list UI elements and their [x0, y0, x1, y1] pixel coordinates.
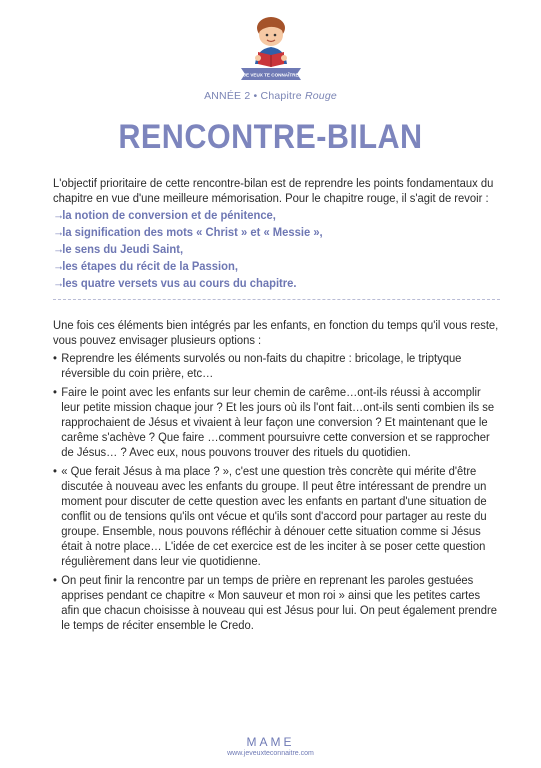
option-text: Faire le point avec les enfants sur leur chemin de carême…ont-ils réussi à accomplir leur petite mission chaque jour ? Et les jours où ils l'ont fait…ont-ils senti combien ils se rapprochaient de Jésus et vivaient à leur façon une conversion ? Et maintenant que le carême s'achève ? Que faire …comment poursuivre cette conversion et se rapprocher de Jésus… ? Avec eux, nous pouvons trouver des rituels du quotidien.: [61, 385, 495, 459]
goals-list: [53, 208, 501, 291]
option-text: Reprendre les éléments survolés ou non-faits du chapitre : bricolage, le triptyque réversible du coin prière, etc…: [61, 351, 462, 380]
bullet-icon: •: [53, 385, 57, 399]
logo-banner-text: JE VEUX TE CONNAÎTRE: [243, 72, 299, 78]
goal-text: la notion de conversion et de pénitence,: [62, 208, 276, 222]
website-url[interactable]: www.jeveuxteconnaitre.com: [227, 750, 314, 757]
year-label: ANNÉE 2: [204, 90, 251, 102]
page-title: RENCONTRE-BILAN: [118, 118, 423, 156]
child-reading-illustration: [229, 6, 313, 90]
goal-item: [53, 276, 501, 291]
chapter-name: Rouge: [304, 90, 337, 102]
bullet-icon: •: [53, 464, 57, 478]
intro-section: [53, 176, 501, 293]
options-intro: Une fois ces éléments bien intégrés par les enfants, en fonction du temps qu'il vous reste, vous pouvez envisager plusieurs options :: [53, 318, 499, 347]
arrow-icon: →: [53, 259, 65, 273]
goal-text: la signification des mots « Christ » et « Messie »,: [62, 225, 323, 239]
option-item: [53, 464, 501, 569]
option-item: [53, 573, 501, 633]
goal-text: les quatre versets vus au cours du chapitre.: [62, 276, 297, 290]
header-separator: •: [253, 90, 258, 102]
options-section: [53, 318, 501, 637]
publisher-brand: MAME: [246, 735, 295, 749]
goal-text: les étapes du récit de la Passion,: [62, 259, 238, 273]
goal-text: le sens du Jeudi Saint,: [62, 242, 184, 256]
logo-child-reading: [229, 6, 313, 90]
arrow-icon: →: [53, 208, 65, 222]
arrow-icon: →: [53, 225, 65, 239]
option-item: [53, 351, 501, 381]
option-item: [53, 385, 501, 460]
bullet-icon: •: [53, 351, 57, 365]
chapter-prefix: Chapitre: [260, 90, 302, 102]
goal-item: [53, 208, 501, 223]
options-list: [53, 351, 501, 633]
goal-item: [53, 259, 501, 274]
goal-item: [53, 242, 501, 257]
arrow-icon: →: [53, 242, 65, 256]
chapter-header: [0, 90, 541, 102]
intro-paragraph: L'objectif prioritaire de cette rencontre-bilan est de reprendre les points fondamentaux du chapitre en vue d'une meilleure mémorisation. Pour le chapitre rouge, il s'agit de revoir :: [53, 176, 494, 205]
bullet-icon: •: [53, 573, 57, 587]
arrow-icon: →: [53, 276, 65, 290]
dashed-divider: [53, 299, 500, 300]
option-text: On peut finir la rencontre par un temps de prière en reprenant les paroles gestuées apprises pendant ce chapitre « Mon sauveur et mon roi » ainsi que les petites cartes afin que chacun choisisse à nouveau qui est Jésus pour lui. On peut également prendre le temps de réciter ensemble le Credo.: [61, 573, 497, 632]
goal-item: [53, 225, 501, 240]
option-text: « Que ferait Jésus à ma place ? », c'est une question très concrète qui mérite d'être discutée à nouveau avec les enfants du groupe. Il peut être intéressant de prendre un moment pour discuter de cette question avec les enfants en partant d'une situation de conflit ou de tensions qu'ils ont vécue et qu'ils sont d'accord pour partager au reste du groupe. Ensemble, nous pouvons réfléchir à dénouer cette situation comme si Jésus était à notre place… L'idée de cet exercice est de les inciter à se poser cette question régulièrement dans leur vie quotidienne.: [61, 464, 487, 568]
